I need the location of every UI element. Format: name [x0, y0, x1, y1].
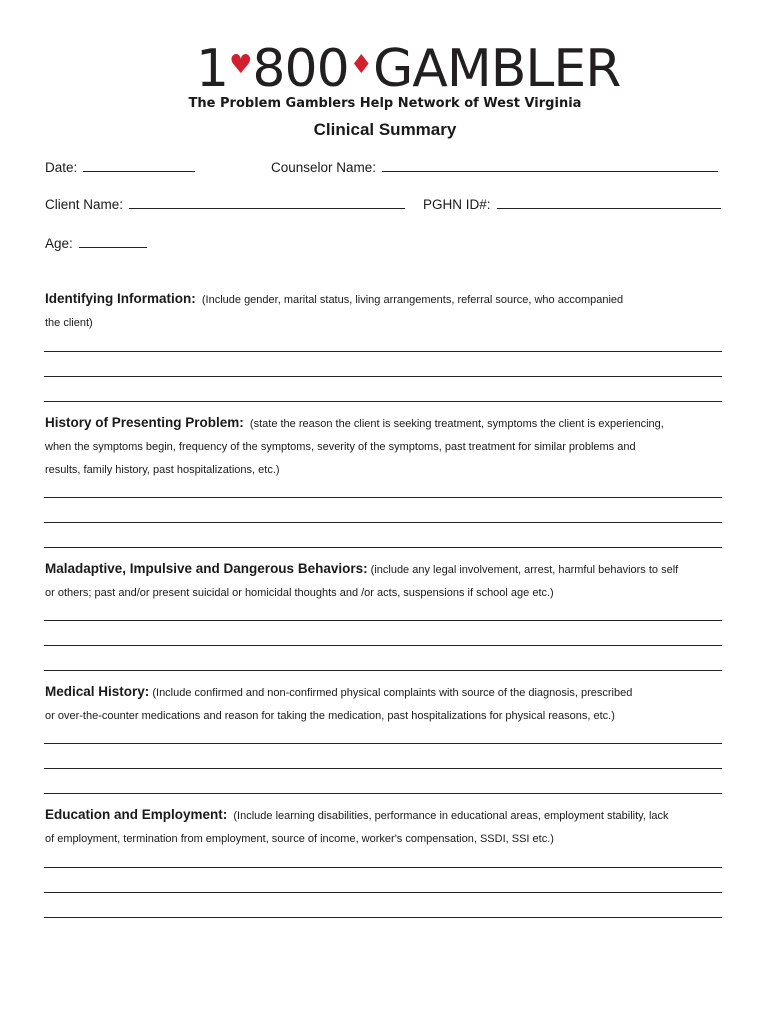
identifying-note-1: (Include gender, marital status, living arrangements, referral source, who accompanied	[201, 294, 624, 306]
education-write-line[interactable]	[44, 917, 722, 918]
pghn-label: PGHN ID#:	[423, 197, 491, 212]
maladaptive-section	[45, 557, 725, 605]
counselor-input[interactable]	[382, 157, 718, 172]
medical-note-1: (Include confirmed and non-confirmed physical complaints with source of the diagnosis, prescribed	[152, 687, 633, 699]
history-note-2: when the symptoms begin, frequency of the symptoms, severity of the symptoms, past treatment for similar problems and	[45, 441, 636, 453]
history-heading: History of Presenting Problem:	[45, 415, 244, 430]
history-write-line[interactable]	[44, 547, 722, 548]
education-write-line[interactable]	[44, 867, 722, 868]
page-title: Clinical Summary	[313, 120, 457, 139]
pghn-input[interactable]	[497, 194, 721, 209]
medical-write-line[interactable]	[44, 768, 722, 769]
logo-gambler: GAMBLER	[372, 39, 621, 99]
education-section	[45, 803, 725, 851]
client-input[interactable]	[129, 194, 405, 209]
age-label: Age:	[45, 236, 73, 251]
identifying-write-line[interactable]	[44, 376, 722, 377]
logo-one: 1	[196, 39, 229, 99]
medical-write-line[interactable]	[44, 743, 722, 744]
education-write-line[interactable]	[44, 892, 722, 893]
education-heading: Education and Employment:	[45, 807, 228, 822]
date-input[interactable]	[83, 157, 195, 172]
identifying-write-line[interactable]	[44, 351, 722, 352]
age-field	[45, 233, 147, 251]
date-label: Date:	[45, 160, 78, 175]
medical-write-line[interactable]	[44, 793, 722, 794]
maladaptive-write-line[interactable]	[44, 620, 722, 621]
diamond-icon: ♦	[349, 50, 372, 80]
maladaptive-note-1: (include any legal involvement, arrest, harmful behaviors to self	[370, 564, 679, 576]
counselor-field	[271, 157, 718, 175]
history-section	[45, 411, 725, 482]
identifying-write-line[interactable]	[44, 401, 722, 402]
logo-800: 800	[252, 39, 349, 99]
history-write-line[interactable]	[44, 522, 722, 523]
heart-icon: ♥	[229, 50, 252, 80]
tagline: The Problem Gamblers Help Network of West Virginia	[188, 96, 582, 111]
medical-section	[45, 680, 725, 728]
client-label: Client Name:	[45, 197, 124, 212]
date-field	[45, 157, 195, 175]
identifying-section	[45, 287, 725, 335]
maladaptive-write-line[interactable]	[44, 670, 722, 671]
counselor-label: Counselor Name:	[271, 160, 377, 175]
age-input[interactable]	[79, 233, 147, 248]
pghn-field	[423, 194, 721, 212]
education-note-1: (Include learning disabilities, performance in educational areas, employment stability, lack	[233, 810, 669, 822]
client-field	[45, 194, 405, 212]
medical-heading: Medical History:	[45, 684, 150, 699]
history-write-line[interactable]	[44, 497, 722, 498]
maladaptive-note-2: or others; past and/or present suicidal or homicidal thoughts and /or acts, suspensions if school age etc.)	[45, 587, 554, 599]
history-note-3: results, family history, past hospitalizations, etc.)	[45, 464, 280, 476]
maladaptive-heading: Maladaptive, Impulsive and Dangerous Behaviors:	[45, 561, 368, 576]
logo	[196, 39, 621, 99]
history-note-1: (state the reason the client is seeking treatment, symptoms the client is experiencing,	[249, 418, 664, 430]
maladaptive-write-line[interactable]	[44, 645, 722, 646]
identifying-note-2: the client)	[45, 317, 93, 329]
medical-note-2: or over-the-counter medications and reason for taking the medication, past hospitalizations for physical reasons, etc.)	[45, 710, 615, 722]
identifying-heading: Identifying Information:	[45, 291, 196, 306]
education-note-2: of employment, termination from employment, source of income, worker's compensation, SSDI, SSI etc.)	[45, 833, 554, 845]
